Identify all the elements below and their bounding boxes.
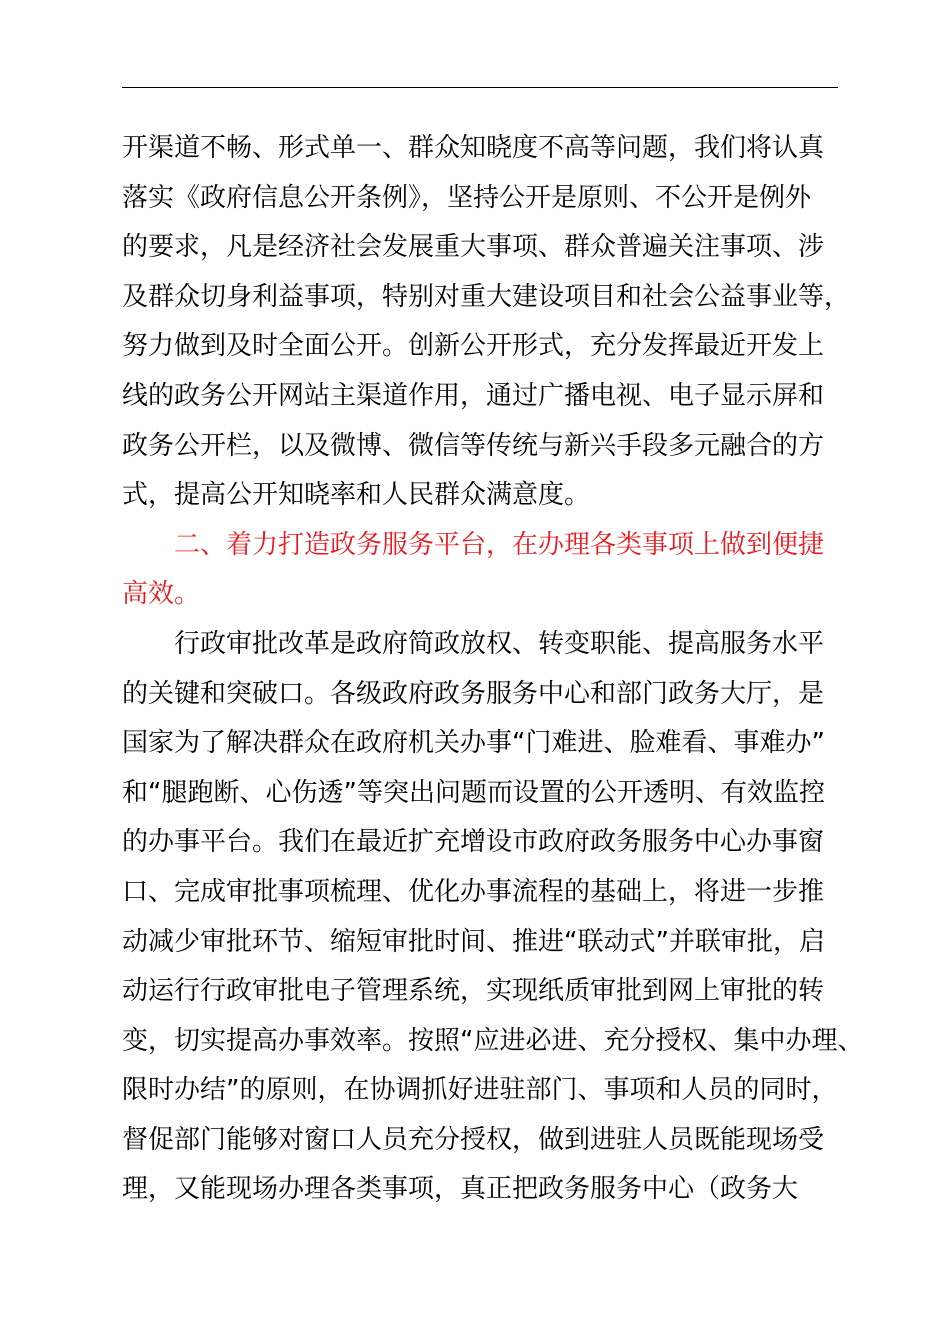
paragraph-line: 变，切实提高办事效率。按照“应进必进、充分授权、集中办理、 (122, 1025, 864, 1056)
paragraph-line: 政务公开栏，以及微博、微信等传统与新兴手段多元融合的方 (122, 430, 825, 461)
section-heading-line: 二、着力打造政务服务平台，在办理各类事项上做到便捷 (174, 529, 825, 560)
paragraph-line: 和“腿跑断、心伤透”等突出问题而设置的公开透明、有效监控 (122, 777, 825, 808)
paragraph-line: 理，又能现场办理各类事项，真正把政务服务中心（政务大 (122, 1174, 799, 1205)
document-body (122, 124, 864, 1215)
header-divider (122, 87, 838, 88)
paragraph-line: 落实《政府信息公开条例》，坚持公开是原则、不公开是例外 (122, 182, 812, 213)
paragraph-line: 及群众切身利益事项，特别对重大建设项目和社会公益事业等， (122, 281, 851, 312)
paragraph-line: 动减少审批环节、缩短审批时间、推进“联动式”并联审批，启 (122, 926, 825, 957)
paragraph-line: 限时办结”的原则，在协调抓好进驻部门、事项和人员的同时， (122, 1075, 838, 1106)
paragraph-line: 式，提高公开知晓率和人民群众满意度。 (122, 480, 591, 511)
paragraph-line: 动运行行政审批电子管理系统，实现纸质审批到网上审批的转 (122, 976, 825, 1007)
paragraph-line: 开渠道不畅、形式单一、群众知晓度不高等问题，我们将认真 (122, 133, 825, 163)
paragraph-line: 督促部门能够对窗口人员充分授权，做到进驻人员既能现场受 (122, 1124, 825, 1155)
paragraph-line: 线的政务公开网站主渠道作用，通过广播电视、电子显示屏和 (122, 380, 825, 411)
paragraph-line: 努力做到及时全面公开。创新公开形式，充分发挥最近开发上 (122, 331, 825, 362)
paragraph-line: 口、完成审批事项梳理、优化办事流程的基础上，将进一步推 (122, 876, 825, 907)
paragraph-line: 的要求，凡是经济社会发展重大事项、群众普遍关注事项、涉 (122, 232, 825, 263)
paragraph-line: 国家为了解决群众在政府机关办事“门难进、脸难看、事难办” (122, 728, 825, 759)
section-heading-line: 高效。 (122, 579, 201, 610)
paragraph-line: 的办事平台。我们在最近扩充增设市政府政务服务中心办事窗 (122, 827, 825, 858)
paragraph-line: 的关键和突破口。各级政府政务服务中心和部门政务大厅，是 (122, 678, 825, 709)
paragraph-line: 行政审批改革是政府简政放权、转变职能、提高服务水平 (174, 628, 825, 659)
